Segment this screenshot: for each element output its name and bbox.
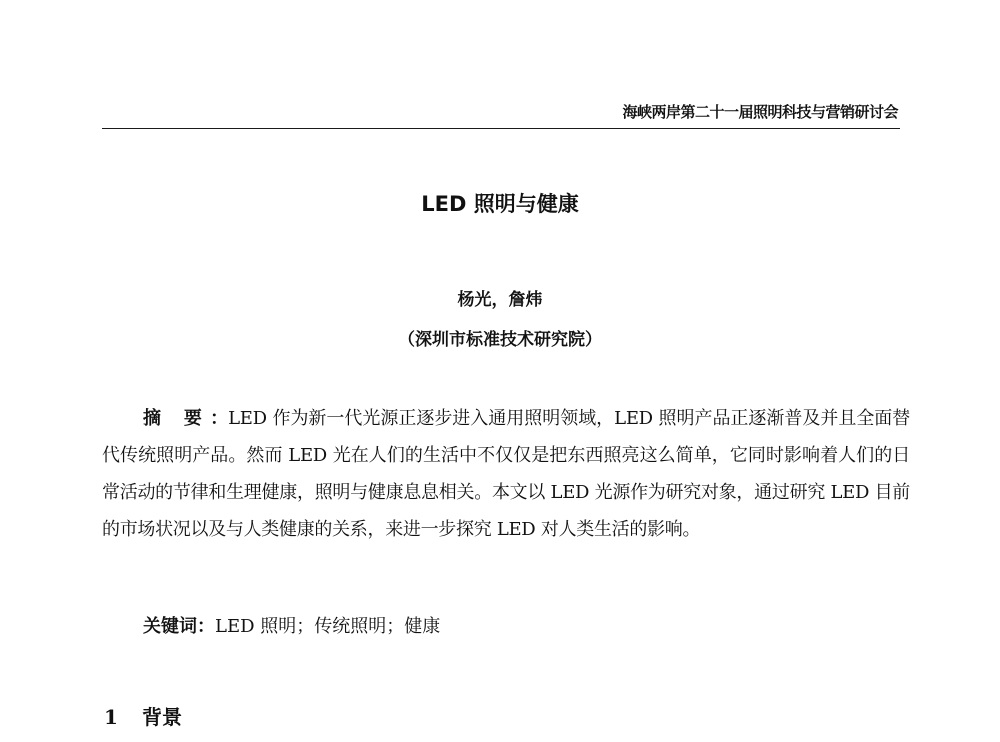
keywords-line [143, 612, 903, 642]
section-title: 背景 [142, 705, 182, 729]
abstract-text: LED 作为新一代光源正逐步进入通用照明领域，LED 照明产品正逐渐普及并且全面替代传统照明产品。然而 LED 光在人们的生活中不仅仅是把东西照亮这么简单，它同时影响着人们的日常活动的节律和生理健康，照明与健康息息相关。本文以 LED 光源作为研究对象，通过研究 LED 目前的市场状况以及与人类健康的关系，来进一步探究 LED 对人类生活的影响。 [102, 408, 910, 540]
conference-header-title: 海峡两岸第二十一届照明科技与营销研讨会 [622, 103, 898, 121]
paper-authors: 杨光，詹炜 [457, 290, 543, 310]
section-number: 1 [104, 705, 118, 729]
paper-affiliation: （深圳市标准技术研究院） [398, 330, 602, 350]
paper-title: LED 照明与健康 [421, 192, 579, 216]
keywords-text: LED 照明；传统照明；健康 [215, 616, 441, 637]
keywords-label: 关键词： [143, 616, 215, 637]
abstract-label-colon: ： [210, 408, 229, 429]
abstract-paragraph [102, 400, 910, 548]
section-heading [104, 701, 182, 730]
abstract-label: 摘 要 [143, 408, 211, 429]
header-divider [102, 128, 900, 129]
